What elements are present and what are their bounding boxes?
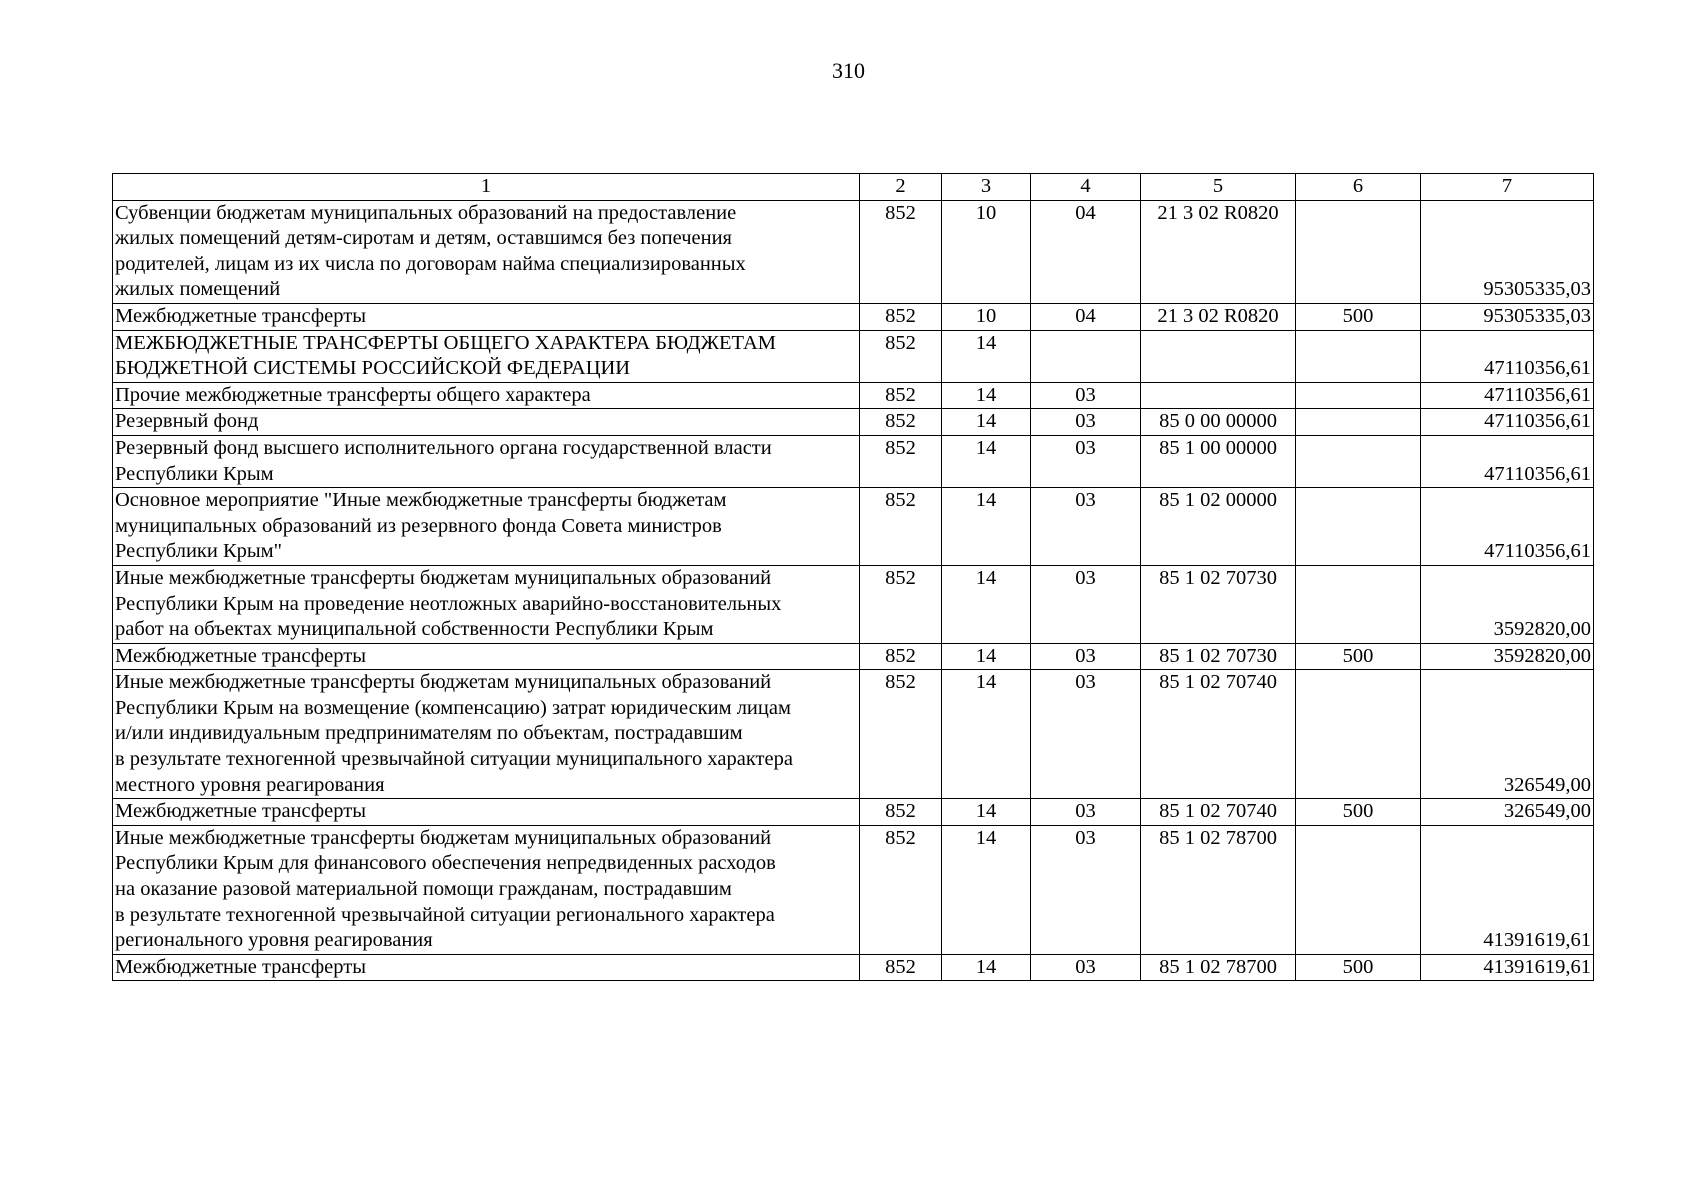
table-row — [113, 825, 1594, 954]
row-col5: 21 3 02 R0820 — [1141, 200, 1296, 303]
row-amount: 326549,00 — [1421, 799, 1594, 826]
row-col6: 500 — [1296, 303, 1421, 330]
table-row — [113, 200, 1594, 303]
row-col5 — [1141, 330, 1296, 382]
table-row — [113, 330, 1594, 382]
row-amount: 3592820,00 — [1421, 643, 1594, 670]
row-col3: 14 — [942, 799, 1031, 826]
row-col5: 85 1 02 70730 — [1141, 643, 1296, 670]
row-amount: 47110356,61 — [1421, 382, 1594, 409]
row-col5: 85 1 02 00000 — [1141, 488, 1296, 566]
row-col4: 04 — [1031, 303, 1141, 330]
row-col6: 500 — [1296, 954, 1421, 981]
row-col5: 85 0 00 00000 — [1141, 409, 1296, 436]
row-col4: 03 — [1031, 382, 1141, 409]
table-row — [113, 488, 1594, 566]
row-description: Прочие межбюджетные трансферты общего характера — [113, 382, 860, 409]
row-col3: 14 — [942, 825, 1031, 954]
row-amount: 47110356,61 — [1421, 330, 1594, 382]
row-description: Резервный фонд высшего исполнительного органа государственной власти Республики Крым — [113, 435, 860, 487]
row-col4 — [1031, 330, 1141, 382]
row-col4: 03 — [1031, 643, 1141, 670]
header-row — [113, 174, 1594, 201]
table-row — [113, 409, 1594, 436]
column-header-1: 1 — [113, 174, 860, 201]
row-col2: 852 — [860, 303, 942, 330]
row-col2: 852 — [860, 435, 942, 487]
row-description: Резервный фонд — [113, 409, 860, 436]
row-amount: 41391619,61 — [1421, 825, 1594, 954]
row-col3: 14 — [942, 954, 1031, 981]
row-col5: 85 1 02 78700 — [1141, 954, 1296, 981]
row-amount: 95305335,03 — [1421, 200, 1594, 303]
row-description: Иные межбюджетные трансферты бюджетам муниципальных образований Республики Крым на возмещение (компенсацию) затрат юридическим лицам и/или индивидуальным предпринимателям по объектам, пострадавшим в результате техногенной чрезвычайной ситуации муниципального характера местного уровня реагирования — [113, 670, 860, 799]
row-col2: 852 — [860, 488, 942, 566]
row-col3: 14 — [942, 565, 1031, 643]
row-description: Основное мероприятие "Иные межбюджетные трансферты бюджетам муниципальных образований из резервного фонда Совета министров Республики Крым" — [113, 488, 860, 566]
row-description: Иные межбюджетные трансферты бюджетам муниципальных образований Республики Крым на проведение неотложных аварийно-восстановительных работ на объектах муниципальной собственности Республики Крым — [113, 565, 860, 643]
column-header-5: 5 — [1141, 174, 1296, 201]
row-col3: 14 — [942, 488, 1031, 566]
row-col4: 03 — [1031, 825, 1141, 954]
row-col5: 85 1 02 78700 — [1141, 825, 1296, 954]
row-col2: 852 — [860, 330, 942, 382]
row-col4: 03 — [1031, 565, 1141, 643]
row-col4: 03 — [1031, 409, 1141, 436]
column-header-6: 6 — [1296, 174, 1421, 201]
row-col4: 03 — [1031, 799, 1141, 826]
row-amount: 3592820,00 — [1421, 565, 1594, 643]
row-col5: 85 1 02 70740 — [1141, 799, 1296, 826]
table-row — [113, 303, 1594, 330]
row-col6: 500 — [1296, 799, 1421, 826]
row-amount: 95305335,03 — [1421, 303, 1594, 330]
row-description: Иные межбюджетные трансферты бюджетам муниципальных образований Республики Крым для финансового обеспечения непредвиденных расходов на оказание разовой материальной помощи гражданам, пострадавшим в результате техногенной чрезвычайной ситуации регионального характера регионального уровня реагирования — [113, 825, 860, 954]
row-col5: 85 1 02 70740 — [1141, 670, 1296, 799]
row-col3: 14 — [942, 330, 1031, 382]
row-col2: 852 — [860, 825, 942, 954]
row-col2: 852 — [860, 382, 942, 409]
row-col2: 852 — [860, 565, 942, 643]
row-col5: 85 1 00 00000 — [1141, 435, 1296, 487]
table-row — [113, 382, 1594, 409]
row-col2: 852 — [860, 643, 942, 670]
row-col4: 03 — [1031, 435, 1141, 487]
row-col4: 03 — [1031, 488, 1141, 566]
row-col6 — [1296, 488, 1421, 566]
row-description: Субвенции бюджетам муниципальных образований на предоставление жилых помещений детям-сиротам и детям, оставшимся без попечения родителей, лицам из их числа по договорам найма специализированных жилых помещений — [113, 200, 860, 303]
table-row — [113, 643, 1594, 670]
table-row — [113, 435, 1594, 487]
column-header-4: 4 — [1031, 174, 1141, 201]
row-col5 — [1141, 382, 1296, 409]
row-description: Межбюджетные трансферты — [113, 954, 860, 981]
row-amount: 47110356,61 — [1421, 435, 1594, 487]
column-header-3: 3 — [942, 174, 1031, 201]
row-col3: 14 — [942, 382, 1031, 409]
row-col2: 852 — [860, 799, 942, 826]
table-row — [113, 565, 1594, 643]
row-col6: 500 — [1296, 643, 1421, 670]
row-col6 — [1296, 200, 1421, 303]
row-col4: 04 — [1031, 200, 1141, 303]
row-col4: 03 — [1031, 954, 1141, 981]
row-col6 — [1296, 382, 1421, 409]
row-col4: 03 — [1031, 670, 1141, 799]
row-amount: 47110356,61 — [1421, 409, 1594, 436]
row-col2: 852 — [860, 954, 942, 981]
row-col3: 14 — [942, 409, 1031, 436]
row-description: Межбюджетные трансферты — [113, 303, 860, 330]
row-col2: 852 — [860, 670, 942, 799]
row-amount: 41391619,61 — [1421, 954, 1594, 981]
table-row — [113, 670, 1594, 799]
row-col6 — [1296, 670, 1421, 799]
row-col2: 852 — [860, 200, 942, 303]
row-description: Межбюджетные трансферты — [113, 643, 860, 670]
row-amount: 326549,00 — [1421, 670, 1594, 799]
row-col3: 14 — [942, 435, 1031, 487]
table-row — [113, 954, 1594, 981]
row-col3: 14 — [942, 643, 1031, 670]
column-header-2: 2 — [860, 174, 942, 201]
row-col6 — [1296, 435, 1421, 487]
page-number: 310 — [832, 58, 865, 83]
row-col3: 14 — [942, 670, 1031, 799]
row-col3: 10 — [942, 200, 1031, 303]
column-header-7: 7 — [1421, 174, 1594, 201]
row-col6 — [1296, 330, 1421, 382]
row-description: МЕЖБЮДЖЕТНЫЕ ТРАНСФЕРТЫ ОБЩЕГО ХАРАКТЕРА БЮДЖЕТАМ БЮДЖЕТНОЙ СИСТЕМЫ РОССИЙСКОЙ ФЕДЕРАЦИИ — [113, 330, 860, 382]
row-col5: 85 1 02 70730 — [1141, 565, 1296, 643]
row-amount: 47110356,61 — [1421, 488, 1594, 566]
row-col6 — [1296, 565, 1421, 643]
row-col3: 10 — [942, 303, 1031, 330]
table-row — [113, 799, 1594, 826]
budget-table — [112, 173, 1594, 981]
row-col6 — [1296, 825, 1421, 954]
row-description: Межбюджетные трансферты — [113, 799, 860, 826]
row-col5: 21 3 02 R0820 — [1141, 303, 1296, 330]
row-col2: 852 — [860, 409, 942, 436]
row-col6 — [1296, 409, 1421, 436]
